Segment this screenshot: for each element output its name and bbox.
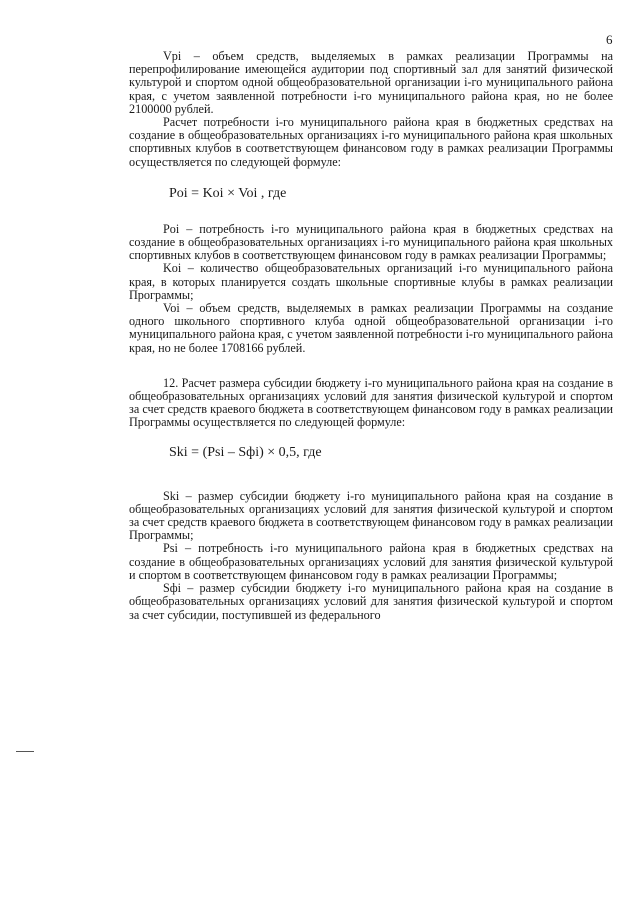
paragraph-ski-definition: Ski – размер субсидии бюджету i-го муниципального района края на создание в общеобразовательных организациях условий для занятия физической культурой и спортом за счет средств краевого бюджета в соответствующем финансовом году в рамках реализации Программы;	[129, 488, 613, 543]
paragraph-koi-definition: Koi – количество общеобразовательных организаций i-го муниципального района края, в которых планируется создать школьные спортивные клубы в рамках реализации Программы;	[129, 261, 613, 302]
paragraph-item-12: 12. Расчет размера субсидии бюджету i-го муниципального района края на создание в общеобразовательных организациях условий для занятия физической культурой и спортом за счет средств краевого бюджета в соответствующем финансовом году в рамках реализации Программы осуществляется по следующей формуле:	[129, 375, 613, 430]
document-body	[129, 50, 613, 622]
paragraph-vpi-definition: Vpi – объем средств, выделяемых в рамках реализации Программы на перепрофилирование имеющейся аудитории под спортивный зал для занятий физической культурой и спортом одной общеобразовательной организации i-го муниципального района края, с учетом заявленной потребности i-го муниципального района края, но не более 2100000 рублей.	[129, 49, 613, 116]
formula-ski: Ski = (Psi – Sфi) × 0,5, где	[169, 444, 322, 460]
paragraph-sfi-definition: Sфi – размер субсидии бюджету i-го муниципального района края на создание в общеобразовательных организациях условий для занятия физической культурой и спортом за счет субсидии, поступившей из федерального	[129, 581, 613, 622]
paragraph-poi-definition: Poi – потребность i-го муниципального района края в бюджетных средствах на создание в общеобразовательных организациях i-го муниципального района края школьных спортивных клубов в соответствующем финансовом году в рамках реализации Программы;	[129, 221, 613, 263]
margin-mark	[16, 751, 34, 752]
paragraph-voi-definition: Voi – объем средств, выделяемых в рамках реализации Программы на создание одного школьного спортивного клуба одной общеобразовательной организации i-го муниципального района края, с учетом заявленной потребности i-го муниципального района края, но не более 1708166 рублей.	[129, 301, 613, 355]
paragraph-psi-definition: Psi – потребность i-го муниципального района края в бюджетных средствах на создание в общеобразовательных организациях условий для занятия физической культурой и спортом в соответствующем финансовом году в рамках реализации Программы;	[129, 541, 613, 582]
page-number: 6	[606, 32, 613, 47]
paragraph-poi-calculation-intro: Расчет потребности i-го муниципального района края в бюджетных средствах на создание в общеобразовательных организациях i-го муниципального района края школьных спортивных клубов в соответствующем финансовом году в рамках реализации Программы осуществляется по следующей формуле:	[129, 115, 613, 169]
formula-poi: Poi = Koi × Voi , где	[169, 185, 287, 201]
